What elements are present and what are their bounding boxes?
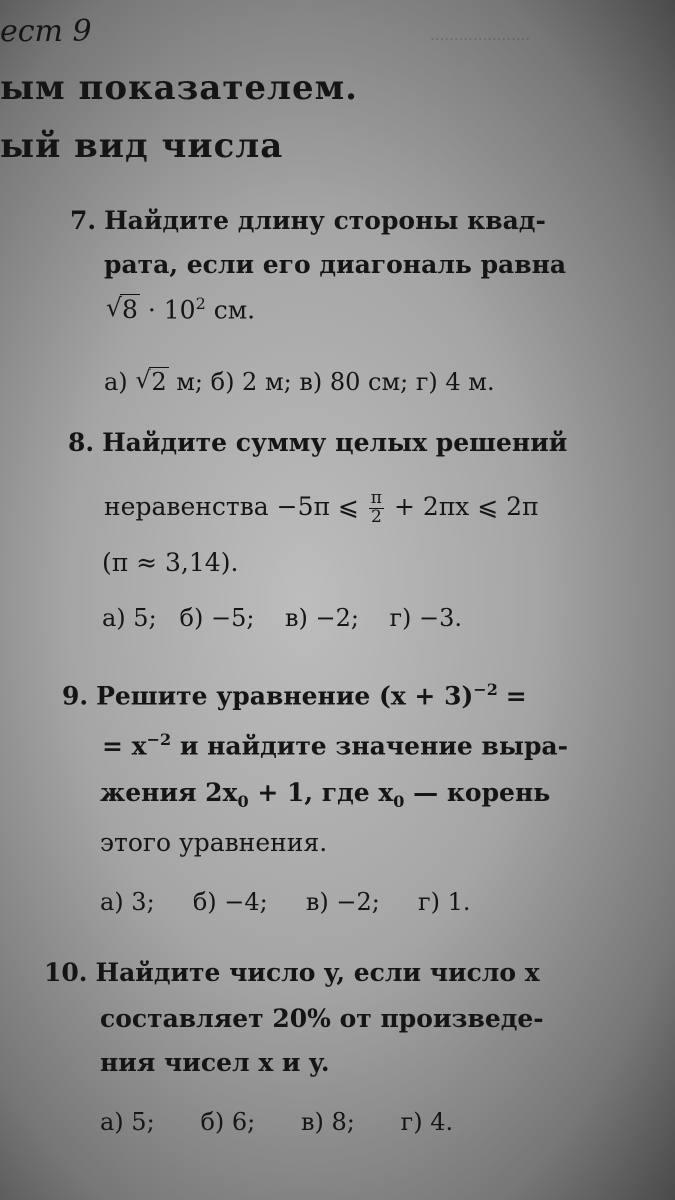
task-9: 9. Решите уравнение $(x + 3)^{-2}$ = bbox=[62, 680, 527, 711]
task-7 bbox=[70, 206, 546, 235]
section-title-line2: ый вид числа bbox=[0, 126, 284, 166]
task-9-answers: а) 3; б) −4; в) −2; г) 1. bbox=[100, 888, 471, 916]
sqrt-symbol: √ 2 bbox=[135, 368, 168, 396]
task-8-line3: (π ≈ 3,14). bbox=[102, 548, 239, 577]
task-7-line2: рата, если его диагональ равна bbox=[104, 250, 567, 279]
sqrt-symbol: √ 8 bbox=[106, 295, 140, 324]
bleed-through-text: ····················· bbox=[430, 30, 531, 48]
test-heading: ест 9 bbox=[0, 14, 92, 49]
fraction: $\frac{\pi}{2}$ bbox=[370, 488, 382, 527]
task-8-inequality: неравенства −5π ⩽ $\frac{\pi}{2}$ + 2πx ⩽ 2π bbox=[104, 488, 539, 527]
task-10-answers: а) 5; б) 6; в) 8; г) 4. bbox=[100, 1108, 454, 1136]
task-10-line3: ния чисел x и y. bbox=[100, 1048, 330, 1077]
task-10: 10. Найдите число y, если число x bbox=[44, 958, 540, 987]
task-number: 7. bbox=[70, 206, 97, 235]
task-text: Найдите длину стороны квад- bbox=[104, 206, 546, 235]
section-title-line1: ым показателем. bbox=[0, 68, 359, 108]
task-9-line4: этого уравнения. bbox=[100, 828, 328, 857]
task-7-answers: а) √ 2 м; б) 2 м; в) 80 см; г) 4 м. bbox=[104, 368, 495, 396]
task-9-line3: жения $2x_0 + 1$, где $x_0$ — корень bbox=[100, 778, 551, 811]
task-8-answers: а) 5; б) −5; в) −2; г) −3. bbox=[102, 604, 463, 632]
task-10-line2: составляет 20% от произведе- bbox=[100, 1004, 544, 1033]
task-8: 8. Найдите сумму целых решений bbox=[68, 428, 568, 457]
task-7-expression: √ $8 \cdot 10^2$ см. bbox=[106, 294, 255, 324]
task-9-line2: = $x^{-2}$ и найдите значение выра- bbox=[102, 730, 569, 761]
